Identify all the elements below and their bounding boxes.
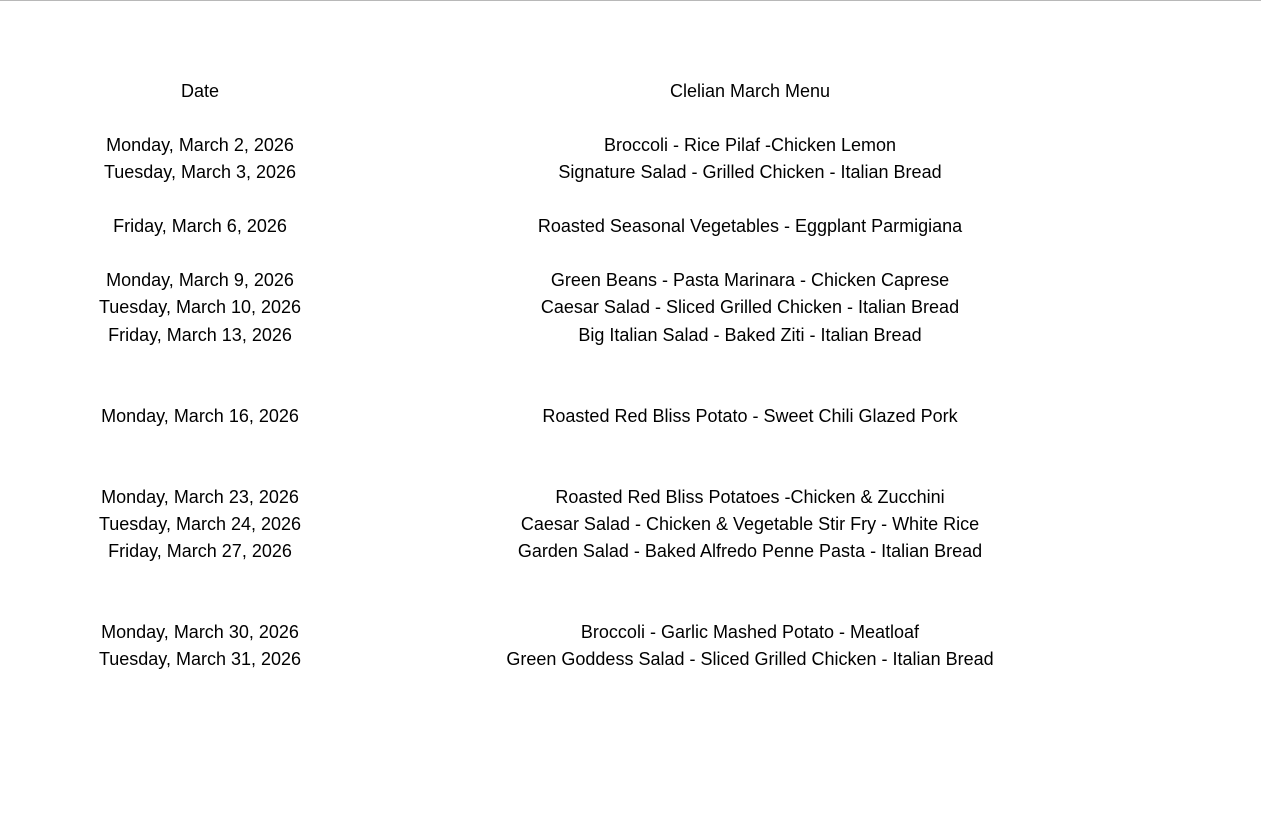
row-menu: Green Beans - Pasta Marinara - Chicken Caprese [550,270,950,290]
row-menu: Roasted Seasonal Vegetables - Eggplant Parmigiana [537,216,963,236]
row-date: Tuesday, March 10, 2026 [98,297,302,317]
row-date: Friday, March 13, 2026 [108,325,292,345]
row-menu: Green Goddess Salad - Sliced Grilled Chicken - Italian Bread [506,649,994,669]
row-date: Monday, March 9, 2026 [106,270,294,290]
row-date: Tuesday, March 24, 2026 [98,514,302,534]
row-date: Monday, March 23, 2026 [101,487,299,507]
row-menu: Roasted Red Bliss Potatoes -Chicken & Zucchini [555,487,945,507]
row-date: Tuesday, March 31, 2026 [98,649,302,669]
row-date: Monday, March 16, 2026 [101,406,299,426]
row-menu: Caesar Salad - Sliced Grilled Chicken - Italian Bread [540,297,960,317]
row-menu: Roasted Red Bliss Potato - Sweet Chili Glazed Pork [542,406,958,426]
date-column-header: Date [180,81,220,101]
row-date: Monday, March 30, 2026 [101,622,299,642]
row-date: Monday, March 2, 2026 [106,135,294,155]
row-menu: Big Italian Salad - Baked Ziti - Italian Bread [578,325,922,345]
menu-column-header: Clelian March Menu [669,81,831,101]
row-menu: Broccoli - Garlic Mashed Potato - Meatloaf [580,622,920,642]
row-menu: Caesar Salad - Chicken & Vegetable Stir Fry - White Rice [520,514,980,534]
row-date: Friday, March 6, 2026 [113,216,287,236]
row-menu: Broccoli - Rice Pilaf -Chicken Lemon [603,135,897,155]
row-menu: Signature Salad - Grilled Chicken - Italian Bread [558,162,942,182]
row-menu: Garden Salad - Baked Alfredo Penne Pasta - Italian Bread [517,541,983,561]
row-date: Tuesday, March 3, 2026 [103,162,297,182]
row-date: Friday, March 27, 2026 [108,541,292,561]
